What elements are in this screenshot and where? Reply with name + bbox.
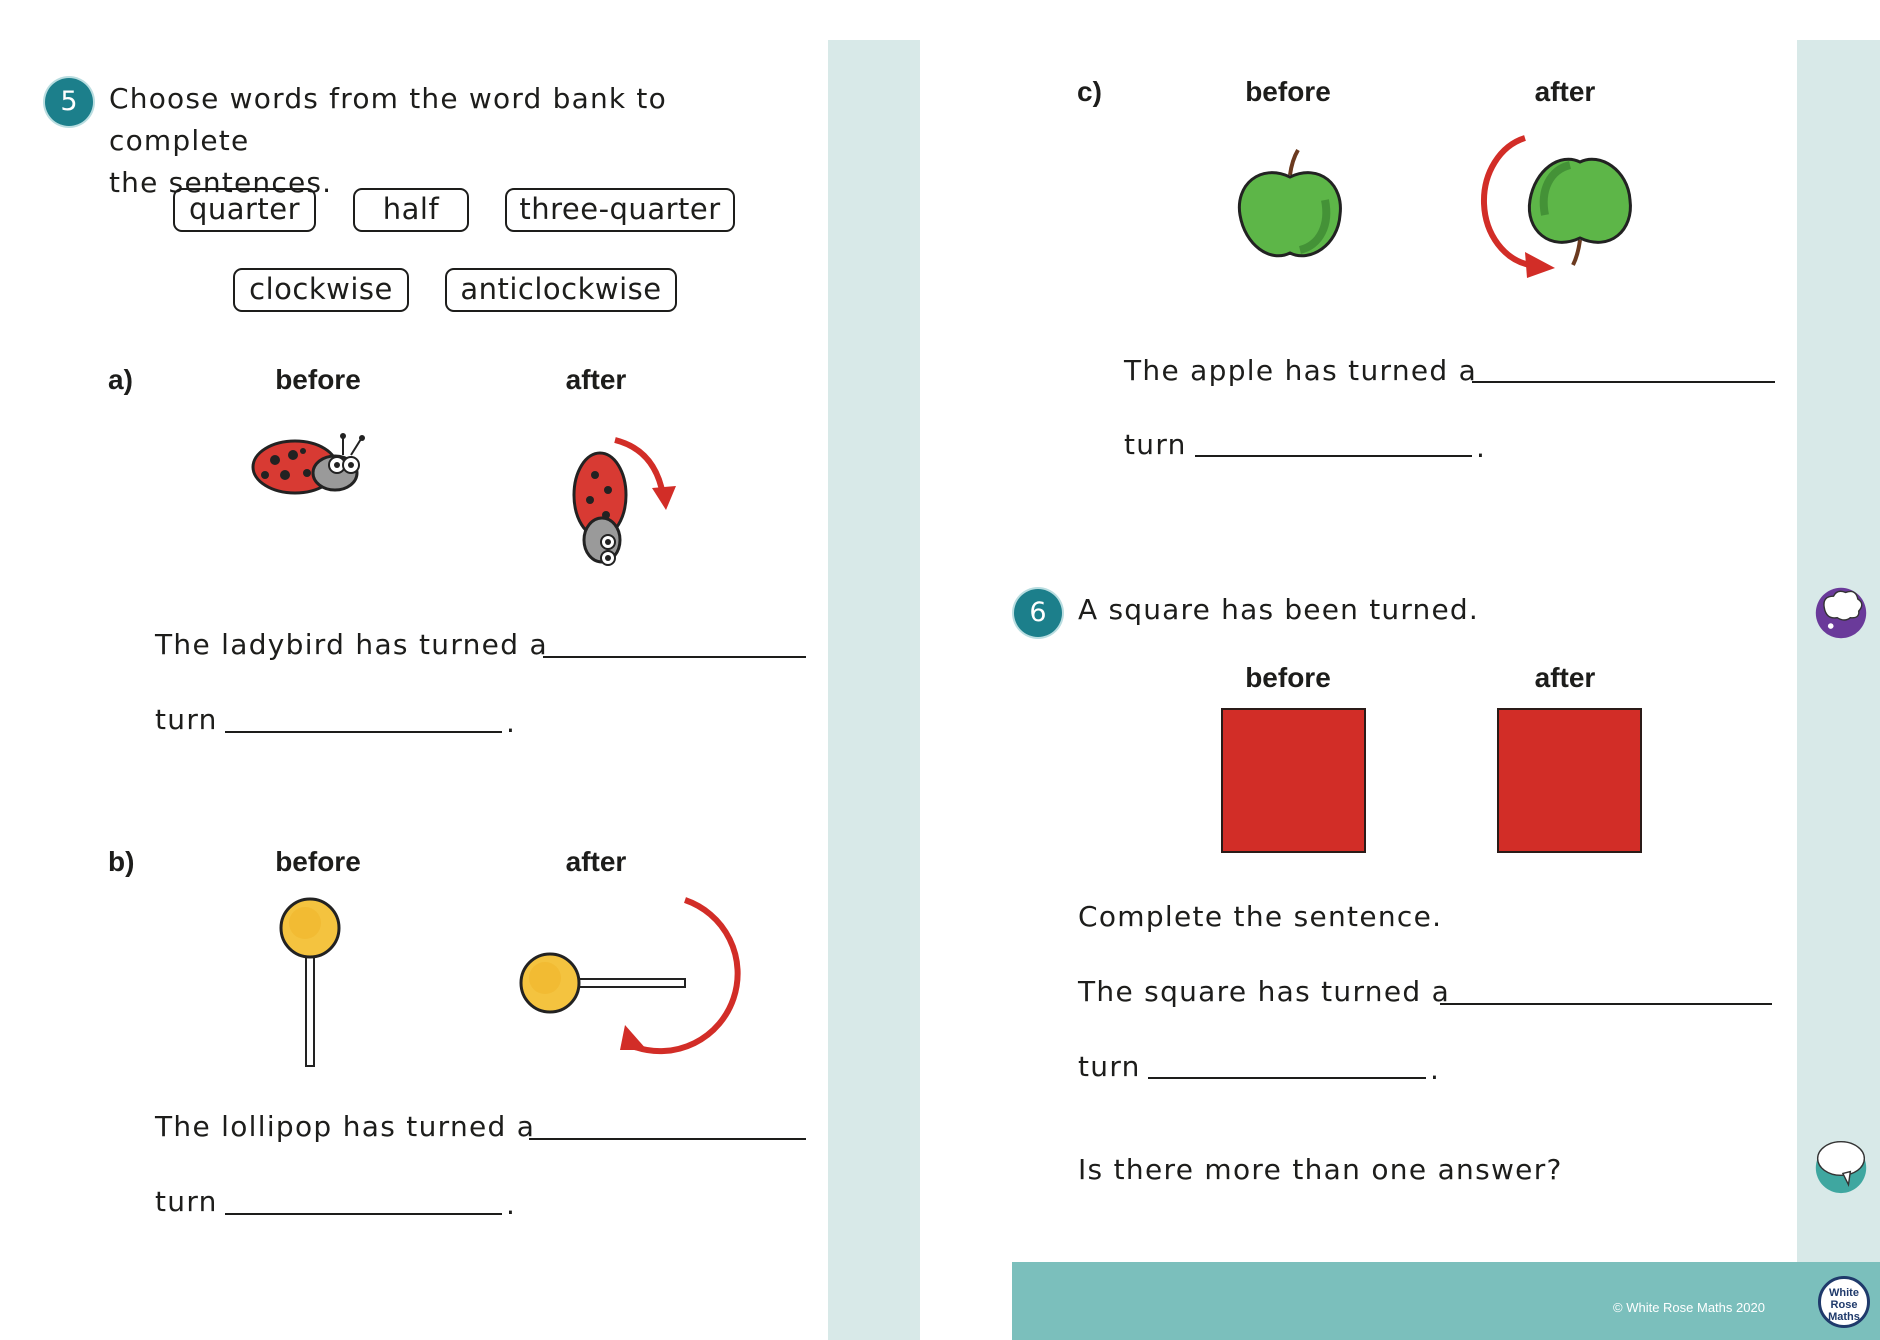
- thinking-bubble-icon: [1813, 585, 1869, 641]
- part-a-answer-line-1[interactable]: [543, 656, 806, 658]
- lollipop-after-image: [515, 890, 760, 1060]
- part-c-before-label: before: [1245, 76, 1331, 107]
- q5-instruction-line1: Choose words from the word bank to complete: [109, 82, 667, 157]
- square-after-image: [1497, 708, 1642, 853]
- part-a-turn-label: turn: [155, 703, 218, 736]
- part-b-turn-label: turn: [155, 1185, 218, 1218]
- part-b-sentence: The lollipop has turned a: [155, 1110, 536, 1143]
- part-a-period: .: [506, 706, 515, 739]
- part-c-label: c): [1077, 76, 1102, 107]
- speech-bubble-icon: [1813, 1138, 1869, 1194]
- part-b-answer-line-2[interactable]: [225, 1213, 502, 1215]
- part-a-after-label: after: [565, 364, 627, 395]
- part-c-answer-line-1[interactable]: [1472, 381, 1775, 383]
- q6-instruction: A square has been turned.: [1078, 593, 1479, 626]
- q6-turn-label: turn: [1078, 1050, 1141, 1083]
- q6-period: .: [1430, 1053, 1439, 1086]
- ladybird-after-image: [560, 430, 680, 580]
- part-b-after-label: after: [565, 846, 627, 877]
- word-bank-quarter: quarter: [173, 188, 316, 232]
- word-bank-clockwise: clockwise: [233, 268, 409, 312]
- q6-complete-instruction: Complete the sentence.: [1078, 900, 1443, 933]
- word-bank-half: half: [353, 188, 469, 232]
- part-b-label: b): [108, 846, 135, 877]
- q6-question: Is there more than one answer?: [1078, 1153, 1563, 1186]
- part-a-answer-line-2[interactable]: [225, 731, 502, 733]
- q6-after-label: after: [1534, 662, 1596, 693]
- ladybird-before-image: [245, 425, 375, 505]
- margin-band-right: [1797, 40, 1880, 1265]
- part-a-label: a): [108, 364, 133, 395]
- question-number-6: 6: [1014, 589, 1062, 637]
- square-before-image: [1221, 708, 1366, 853]
- part-a-before-label: before: [275, 364, 361, 395]
- part-c-period: .: [1476, 431, 1485, 464]
- lollipop-before-image: [275, 896, 345, 1071]
- logo-line-1: White: [1829, 1287, 1859, 1299]
- q5-instruction: [109, 78, 809, 204]
- q6-sentence: The square has turned a: [1078, 975, 1451, 1008]
- part-b-before-label: before: [275, 846, 361, 877]
- question-number-5: 5: [45, 78, 93, 126]
- apple-after-image: [1455, 130, 1645, 280]
- part-c-after-label: after: [1534, 76, 1596, 107]
- footer-copyright: © White Rose Maths 2020: [1613, 1300, 1765, 1315]
- apple-before-image: [1230, 145, 1350, 265]
- q6-answer-line-1[interactable]: [1440, 1003, 1772, 1005]
- part-a-sentence: The ladybird has turned a: [155, 628, 548, 661]
- logo-line-3: Maths: [1828, 1311, 1860, 1323]
- part-c-answer-line-2[interactable]: [1195, 455, 1472, 457]
- part-b-period: .: [506, 1188, 515, 1221]
- q5-instruction-line2: the sentences.: [109, 166, 333, 199]
- q6-before-label: before: [1245, 662, 1331, 693]
- part-c-sentence: The apple has turned a: [1124, 354, 1478, 387]
- white-rose-maths-logo: [1818, 1276, 1870, 1328]
- logo-line-2: Rose: [1830, 1299, 1858, 1311]
- part-b-answer-line-1[interactable]: [529, 1138, 806, 1140]
- margin-band-middle: [828, 40, 920, 1340]
- word-bank-anticlockwise: anticlockwise: [445, 268, 677, 312]
- part-c-turn-label: turn: [1124, 428, 1187, 461]
- q6-answer-line-2[interactable]: [1148, 1077, 1426, 1079]
- word-bank-three-quarter: three-quarter: [505, 188, 735, 232]
